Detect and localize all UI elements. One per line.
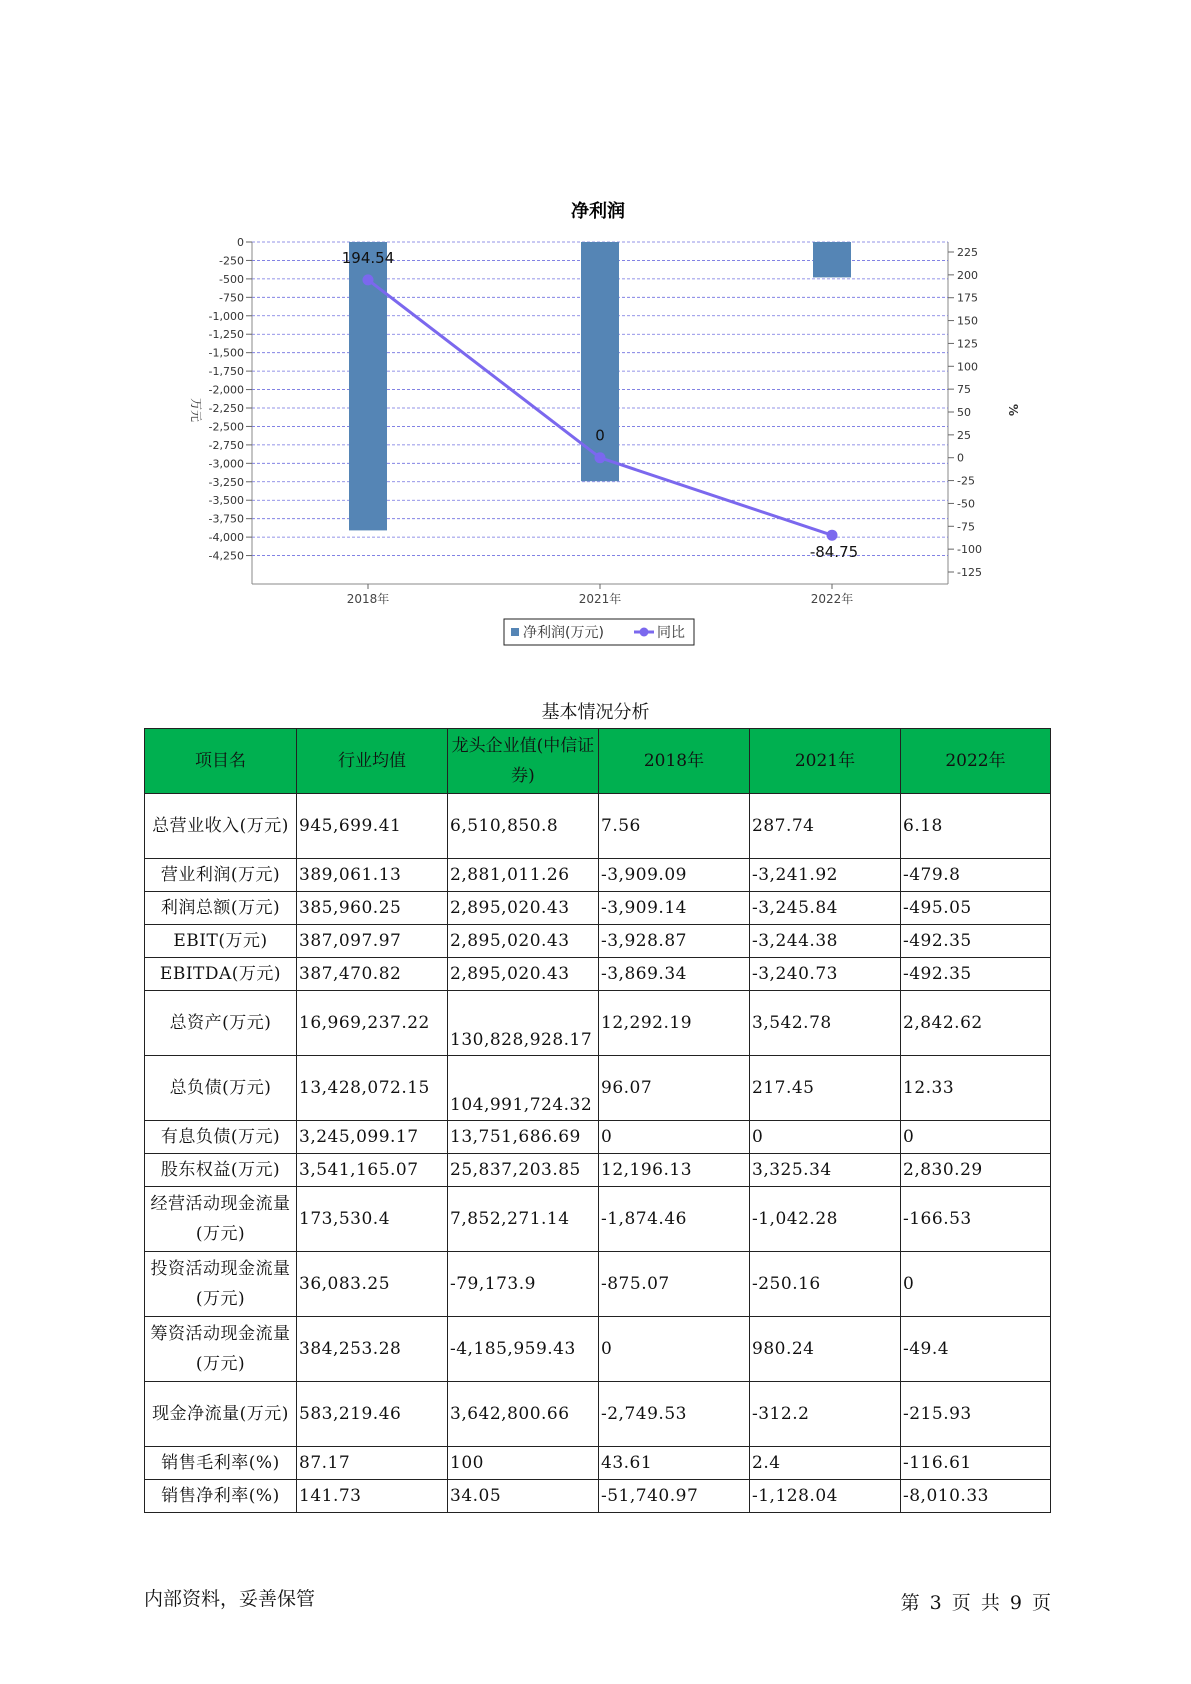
table-cell: 12.33 [901,1056,1051,1121]
yoy-data-label: -84.75 [809,543,859,562]
table-cell: 173,530.4 [297,1187,448,1252]
table-cell: 6,510,850.8 [448,794,599,859]
yoy-point [363,274,374,285]
row-label-cell: EBITDA(万元) [145,958,297,991]
table-row [145,794,1051,859]
table-cell: 387,097.97 [297,925,448,958]
row-label-cell: 经营活动现金流量(万元) [145,1187,297,1252]
table-cell: -492.35 [901,958,1051,991]
table-cell: 945,699.41 [297,794,448,859]
table-cell: 130,828,928.17 [448,991,599,1056]
footer-page-number: 第 3 页 共 9 页 [900,1592,1051,1614]
table-cell: 980.24 [750,1317,901,1382]
x-tick-label: 2022年 [810,592,854,606]
table-cell: 104,991,724.32 [448,1056,599,1121]
y-tick-label: -3,500 [208,494,244,508]
table-row [145,1056,1051,1121]
y2-tick-label: 100 [957,360,978,374]
table-cell: 13,751,686.69 [448,1121,599,1154]
table-cell: -3,245.84 [750,892,901,925]
net-profit-chart [0,0,1191,660]
table-cell: -495.05 [901,892,1051,925]
table-cell: 0 [750,1121,901,1154]
chart-title: 净利润 [571,201,625,222]
table-header-cell: 2021年 [750,729,901,794]
table-row [145,991,1051,1056]
table-cell: -2,749.53 [599,1382,750,1447]
y2-tick-label: 125 [957,337,978,351]
table-cell: 384,253.28 [297,1317,448,1382]
yoy-point [595,452,606,463]
table-row [145,1121,1051,1154]
table-cell: -1,874.46 [599,1187,750,1252]
table-cell: 12,292.19 [599,991,750,1056]
table-cell: -3,909.14 [599,892,750,925]
table-cell: 34.05 [448,1480,599,1513]
table-cell: -492.35 [901,925,1051,958]
table-title: 基本情况分析 [541,702,650,723]
table-cell: 0 [901,1252,1051,1317]
y-tick-label: -1,750 [208,365,244,379]
legend-bar-label: 净利润(万元) [523,625,604,641]
table-cell: -215.93 [901,1382,1051,1447]
row-label-cell: 利润总额(万元) [145,892,297,925]
table-cell: -8,010.33 [901,1480,1051,1513]
row-label-cell: 销售毛利率(%) [145,1447,297,1480]
y-tick-label: -500 [219,272,244,286]
y-tick-label: -1,000 [208,309,244,323]
table-cell: 7.56 [599,794,750,859]
table-cell: -1,128.04 [750,1480,901,1513]
y2-tick-label: -100 [957,543,982,557]
net-profit-bar [813,242,851,277]
y-tick-label: -750 [219,291,244,305]
table-cell: 0 [599,1317,750,1382]
table-cell: 36,083.25 [297,1252,448,1317]
table-cell: 0 [901,1121,1051,1154]
y-tick-label: -1,500 [208,346,244,360]
row-label-cell: 总营业收入(万元) [145,794,297,859]
y-tick-label: -2,250 [208,402,244,415]
row-label-cell: 筹资活动现金流量(万元) [145,1317,297,1382]
x-tick-label: 2021年 [578,592,622,606]
table-cell: 3,542.78 [750,991,901,1056]
table-row [145,1447,1051,1480]
table-cell: 389,061.13 [297,859,448,892]
yoy-data-label: 0 [595,426,605,445]
table-row [145,1382,1051,1447]
table-cell: 387,470.82 [297,958,448,991]
y2-tick-label: 0 [957,451,964,465]
row-label-cell: 有息负债(万元) [145,1121,297,1154]
row-label-cell: 现金净流量(万元) [145,1382,297,1447]
row-label-cell: 总负债(万元) [145,1056,297,1121]
y-tick-label: -2,000 [208,383,244,397]
row-label-cell: EBIT(万元) [145,925,297,958]
table-cell: 3,325.34 [750,1154,901,1187]
y2-tick-label: 200 [957,268,978,282]
table-cell: -3,928.87 [599,925,750,958]
table-body [145,794,1051,1513]
table-cell: 3,245,099.17 [297,1121,448,1154]
row-label-cell: 投资活动现金流量(万元) [145,1252,297,1317]
table-cell: -3,240.73 [750,958,901,991]
table-cell: -49.4 [901,1317,1051,1382]
table-row [145,1154,1051,1187]
table-cell: -79,173.9 [448,1252,599,1317]
table-cell: 2,895,020.43 [448,925,599,958]
table-header-row [145,729,1051,794]
analysis-table [144,728,1051,1513]
table-cell: 2,895,020.43 [448,892,599,925]
y-tick-label: 0 [237,236,244,249]
legend-bar-swatch [511,628,519,636]
y-tick-label: -250 [219,254,244,268]
legend-line-label: 同比 [657,625,685,641]
table-cell: -116.61 [901,1447,1051,1480]
table-cell: 12,196.13 [599,1154,750,1187]
table-cell: 141.73 [297,1480,448,1513]
y2-tick-label: 150 [957,314,978,328]
table-row [145,892,1051,925]
table-cell: -4,185,959.43 [448,1317,599,1382]
table-cell: -3,909.09 [599,859,750,892]
y-tick-label: -2,750 [208,438,244,452]
table-header-cell: 行业均值 [297,729,448,794]
y2-tick-label: -75 [957,520,975,534]
y-tick-label: -3,250 [208,475,244,489]
table-header-cell: 2018年 [599,729,750,794]
row-label-cell: 销售净利率(%) [145,1480,297,1513]
table-cell: 3,541,165.07 [297,1154,448,1187]
row-label-cell: 总资产(万元) [145,991,297,1056]
table-cell: -312.2 [750,1382,901,1447]
table-cell: 2.4 [750,1447,901,1480]
chart-canvas [0,0,1191,660]
table-cell: 3,642,800.66 [448,1382,599,1447]
x-tick-label: 2018年 [346,592,390,606]
table-cell: 6.18 [901,794,1051,859]
table-row [145,925,1051,958]
footer-confidential-note: 内部资料，妥善保管 [144,1588,316,1610]
table-cell: 87.17 [297,1447,448,1480]
table-cell: 217.45 [750,1056,901,1121]
table-cell: 96.07 [599,1056,750,1121]
yoy-data-label: 194.54 [341,248,395,267]
y-tick-label: -4,250 [208,549,244,563]
table-row [145,1187,1051,1252]
y-tick-label: -4,000 [208,531,244,545]
table-row [145,958,1051,991]
table-cell: -3,244.38 [750,925,901,958]
y2-tick-label: 175 [957,291,978,305]
table-cell: -3,869.34 [599,958,750,991]
table-row [145,859,1051,892]
table-cell: 2,895,020.43 [448,958,599,991]
table-cell: -250.16 [750,1252,901,1317]
table-cell: 16,969,237.22 [297,991,448,1056]
y2-axis-label: % [1006,403,1020,417]
table-cell: 385,960.25 [297,892,448,925]
y2-tick-label: -25 [957,474,975,488]
table-cell: -166.53 [901,1187,1051,1252]
table-cell: 7,852,271.14 [448,1187,599,1252]
table-cell: -3,241.92 [750,859,901,892]
table-row [145,1480,1051,1513]
table-header-cell: 龙头企业值(中信证券) [448,729,599,794]
y2-tick-label: 75 [957,383,971,397]
table-cell: -51,740.97 [599,1480,750,1513]
table-cell: 25,837,203.85 [448,1154,599,1187]
row-label-cell: 营业利润(万元) [145,859,297,892]
y-tick-label: -1,250 [208,328,244,342]
y-tick-label: -2,500 [208,420,244,434]
table-row [145,1252,1051,1317]
y2-tick-label: 225 [957,246,978,259]
table-cell: -1,042.28 [750,1187,901,1252]
yoy-point [827,530,838,541]
y2-tick-label: -125 [957,566,982,579]
table-header-cell: 2022年 [901,729,1051,794]
table-cell: 2,830.29 [901,1154,1051,1187]
table-cell: 100 [448,1447,599,1480]
table-cell: 43.61 [599,1447,750,1480]
table-cell: -875.07 [599,1252,750,1317]
table-cell: 2,881,011.26 [448,859,599,892]
net-profit-bar [581,242,619,481]
row-label-cell: 股东权益(万元) [145,1154,297,1187]
table-cell: 287.74 [750,794,901,859]
y-axis-label: 万元 [189,397,203,423]
y2-tick-label: 50 [957,406,971,419]
table-cell: -479.8 [901,859,1051,892]
legend-line-marker [640,628,649,637]
y-tick-label: -3,000 [208,457,244,471]
table-cell: 13,428,072.15 [297,1056,448,1121]
table-cell: 583,219.46 [297,1382,448,1447]
y2-tick-label: 25 [957,428,971,442]
table-cell: 2,842.62 [901,991,1051,1056]
table-row [145,1317,1051,1382]
table-header-cell: 项目名 [145,729,297,794]
y-tick-label: -3,750 [208,512,244,526]
y2-tick-label: -50 [957,497,975,511]
table-cell: 0 [599,1121,750,1154]
